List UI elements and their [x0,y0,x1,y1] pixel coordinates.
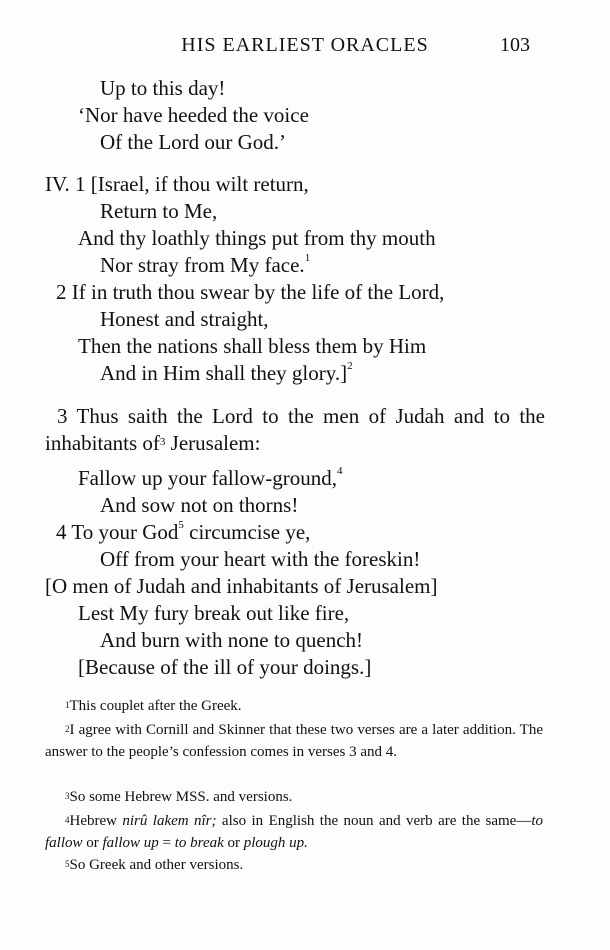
footnote [45,810,543,854]
footnote-text: = [158,835,175,851]
poem-line: 2 If in truth thou swear by the life of the Lord, [56,280,445,304]
footnote-mark: 1 [304,252,311,264]
footnote-mark: 5 [178,519,184,531]
footnote-text: also in English the noun and verb are the same— [216,813,532,829]
footnote-text: So some Hebrew MSS. and versions. [69,789,293,805]
poem-line: Up to this day! [100,76,226,100]
footnote-text: This couplet after the Greek. [69,698,242,714]
poem-line-text: Fallow up your fallow-ground, [78,466,337,490]
footnote-text: or [82,835,103,851]
poem-line: Return to Me, [100,199,218,223]
poem-line-text: 4 To your God [56,520,179,544]
poem-line: Lest My fury break out like fire, [78,601,350,625]
running-head: HIS EARLIEST ORACLES [181,34,429,56]
poem-line [100,361,353,386]
poem-line [78,466,342,491]
footnote-number: 2 [65,724,70,734]
footnote-hebrew: nirû lakem nîr; [122,813,217,829]
footnote-mark: 3 [159,436,166,448]
poem-line [56,520,310,545]
footnote-italic: fallow up [102,835,159,851]
footnote-number: 5 [65,859,70,869]
prose-paragraph [45,403,545,457]
footnote-italic: to fallow [45,813,543,851]
poem-line-text: And in Him shall they glory.] [100,361,348,385]
footnote-mark: 2 [347,360,353,372]
poem-line-text: circumcise ye, [183,520,311,544]
poem-line: [O men of Judah and inhabitants of Jerusalem] [45,574,438,598]
footnote-number: 4 [65,815,70,825]
poem-line [100,253,310,278]
poem-line: And burn with none to quench! [100,628,364,652]
poem-line: And sow not on thorns! [100,493,299,517]
footnote-mark: 4 [336,465,343,477]
footnote-number: 3 [65,791,70,801]
footnote-number: 1 [65,700,70,710]
poem-line: Off from your heart with the foreskin! [100,547,421,571]
poem-line: Then the nations shall bless them by Him [78,334,427,358]
prose-text: 3 Thus saith the Lord to the men of Judah and to the inhabitants of [45,404,545,455]
poem-line-text: Nor stray from My face. [100,253,305,277]
footnote-italic: to break [174,835,224,851]
poem-line: Of the Lord our God.’ [100,130,287,154]
poem-line: Honest and straight, [100,307,269,331]
poem-line: ‘Nor have heeded the voice [78,103,309,127]
prose-text: Jerusalem: [165,431,261,455]
footnote [45,695,543,717]
footnote [45,786,543,808]
poem-line: [Because of the ill of your doings.] [78,655,372,679]
footnote-text: or [223,835,244,851]
footnote-text: Hebrew [69,813,123,829]
poem-line: IV. 1 [Israel, if thou wilt return, [45,172,309,196]
footnote-italic: plough up. [243,835,308,851]
footnote-text: I agree with Cornill and Skinner that these two verses are a later addition. The answer to the people’s confession comes in verses 3 and 4. [45,722,543,760]
poem-line: And thy loathly things put from thy mouth [78,226,436,250]
footnote-text: So Greek and other versions. [69,857,244,873]
page-number: 103 [500,34,530,56]
footnote [45,854,543,876]
footnote [45,719,543,763]
